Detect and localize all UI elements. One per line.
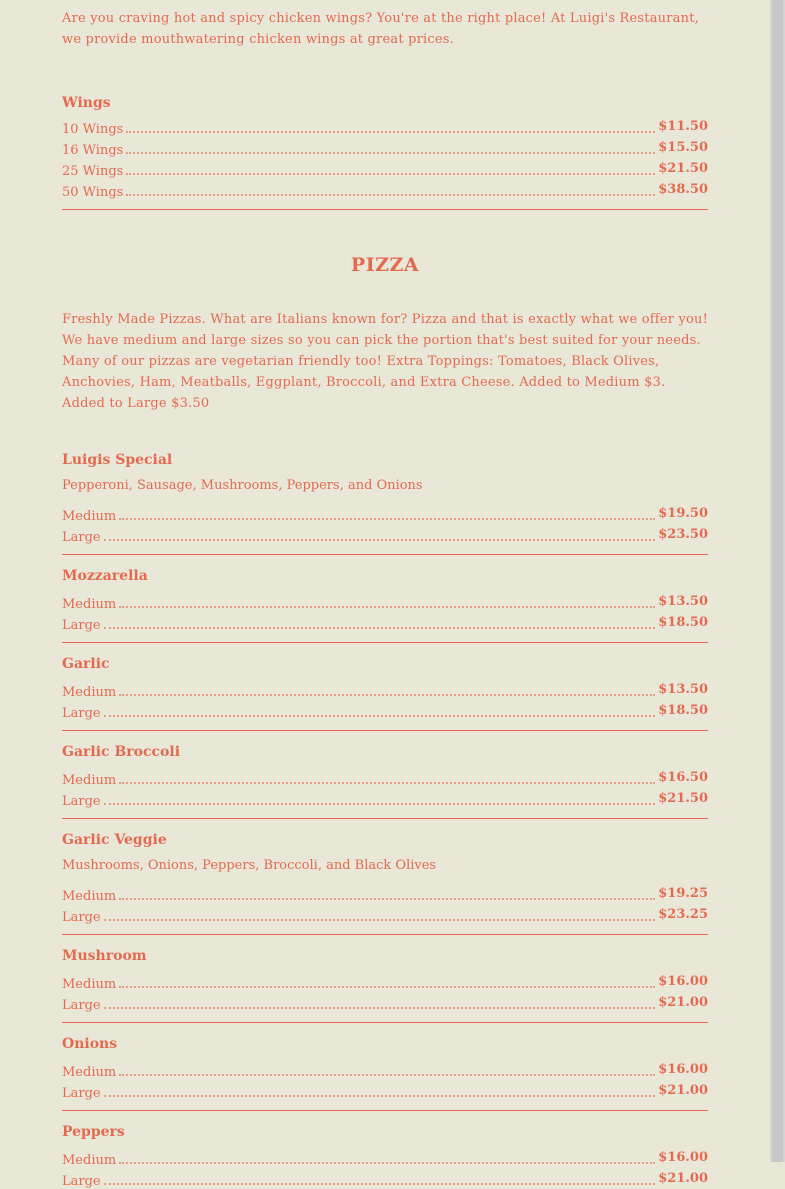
price: $23.25	[658, 907, 708, 922]
menu-item	[62, 1035, 708, 1111]
size-label: Large	[62, 794, 101, 809]
menu-row	[62, 1147, 708, 1168]
size-label: Large	[62, 618, 101, 633]
price: $21.50	[658, 791, 708, 806]
price: $11.50	[658, 119, 708, 134]
price: $21.00	[658, 1083, 708, 1098]
dot-leader	[104, 1182, 656, 1185]
dot-leader	[119, 985, 655, 988]
size-label: 10 Wings	[62, 122, 124, 137]
menu-item	[62, 567, 708, 643]
menu-content	[62, 8, 708, 1189]
price: $15.50	[658, 140, 708, 155]
size-label: Large	[62, 530, 101, 545]
dot-leader	[119, 897, 655, 900]
size-label: Medium	[62, 597, 117, 612]
size-label: Medium	[62, 509, 117, 524]
menu-item	[62, 1123, 708, 1189]
wings-intro: Are you craving hot and spicy chicken wings? You're at the right place! At Luigi's Restaurant, we provide mouthwatering chicken wings at great prices.	[62, 11, 699, 47]
menu-row	[62, 524, 708, 545]
wings-title: Wings	[62, 95, 111, 111]
item-name: Mozzarella	[62, 568, 148, 584]
dot-leader	[126, 193, 655, 196]
scrollbar-thumb[interactable]	[772, 0, 783, 1162]
menu-row	[62, 904, 708, 925]
size-label: Large	[62, 998, 101, 1013]
menu-row	[62, 788, 708, 809]
size-label: Large	[62, 706, 101, 721]
item-description: Mushrooms, Onions, Peppers, Broccoli, and Black Olives	[62, 858, 437, 873]
price: $19.50	[658, 506, 708, 521]
size-label: 25 Wings	[62, 164, 124, 179]
size-label: 50 Wings	[62, 185, 124, 200]
menu-row	[62, 1080, 708, 1101]
price: $16.00	[658, 974, 708, 989]
menu-row	[62, 612, 708, 633]
dot-leader	[126, 151, 655, 154]
price: $21.50	[658, 161, 708, 176]
price: $21.00	[658, 995, 708, 1010]
menu-row	[62, 116, 708, 137]
dot-leader	[104, 1094, 656, 1097]
dot-leader	[104, 626, 656, 629]
price: $18.50	[658, 615, 708, 630]
menu-row	[62, 679, 708, 700]
size-label: Medium	[62, 889, 117, 904]
menu-row	[62, 700, 708, 721]
dot-leader	[119, 781, 655, 784]
menu-row	[62, 503, 708, 524]
price: $13.50	[658, 682, 708, 697]
size-label: Large	[62, 1086, 101, 1101]
menu-item	[62, 831, 708, 935]
item-description: Pepperoni, Sausage, Mushrooms, Peppers, and Onions	[62, 478, 423, 493]
dot-leader	[119, 517, 655, 520]
size-label: Large	[62, 1174, 101, 1189]
dot-leader	[126, 172, 655, 175]
size-label: Medium	[62, 1153, 117, 1168]
dot-leader	[104, 1006, 656, 1009]
item-name: Mushroom	[62, 948, 147, 964]
menu-row	[62, 137, 708, 158]
menu-row	[62, 591, 708, 612]
item-name: Garlic Broccoli	[62, 744, 181, 760]
menu-item	[62, 451, 708, 555]
dot-leader	[119, 605, 655, 608]
dot-leader	[104, 714, 656, 717]
menu-item	[62, 743, 708, 819]
vertical-scrollbar[interactable]	[770, 0, 785, 1162]
menu-item	[62, 655, 708, 731]
dot-leader	[119, 693, 655, 696]
pizza-intro: Freshly Made Pizzas. What are Italians known for? Pizza and that is exactly what we offer you! We have medium and large sizes so you can pick the portion that's best suited for your needs. Many of our pizzas are vegetarian friendly too! Extra Toppings: Tomatoes, Black Olives, Anchovies, Ham, Meatballs, Eggplant, Broccoli, and Extra Cheese. Added to Medium $3. Added to Large $3.50	[62, 312, 709, 411]
item-name: Onions	[62, 1036, 118, 1052]
dot-leader	[119, 1073, 655, 1076]
pizza-heading: PIZZA	[350, 254, 420, 276]
item-name: Garlic	[62, 656, 110, 672]
menu-row	[62, 158, 708, 179]
price: $21.00	[658, 1171, 708, 1186]
item-name: Garlic Veggie	[62, 832, 167, 848]
price: $23.50	[658, 527, 708, 542]
price: $16.50	[658, 770, 708, 785]
menu-row	[62, 883, 708, 904]
dot-leader	[104, 538, 656, 541]
menu-row	[62, 767, 708, 788]
dot-leader	[104, 802, 656, 805]
price: $16.00	[658, 1062, 708, 1077]
size-label: Medium	[62, 1065, 117, 1080]
menu-item	[62, 947, 708, 1023]
item-name: Peppers	[62, 1124, 125, 1140]
dot-leader	[126, 130, 655, 133]
item-name: Luigis Special	[62, 452, 173, 468]
size-label: Medium	[62, 977, 117, 992]
price: $38.50	[658, 182, 708, 197]
menu-row	[62, 179, 708, 200]
price: $13.50	[658, 594, 708, 609]
dot-leader	[104, 918, 656, 921]
menu-row	[62, 971, 708, 992]
size-label: 16 Wings	[62, 143, 124, 158]
size-label: Medium	[62, 685, 117, 700]
size-label: Medium	[62, 773, 117, 788]
menu-row	[62, 992, 708, 1013]
dot-leader	[119, 1161, 655, 1164]
menu-row	[62, 1168, 708, 1189]
price: $18.50	[658, 703, 708, 718]
price: $16.00	[658, 1150, 708, 1165]
size-label: Large	[62, 910, 101, 925]
menu-row	[62, 1059, 708, 1080]
price: $19.25	[658, 886, 708, 901]
